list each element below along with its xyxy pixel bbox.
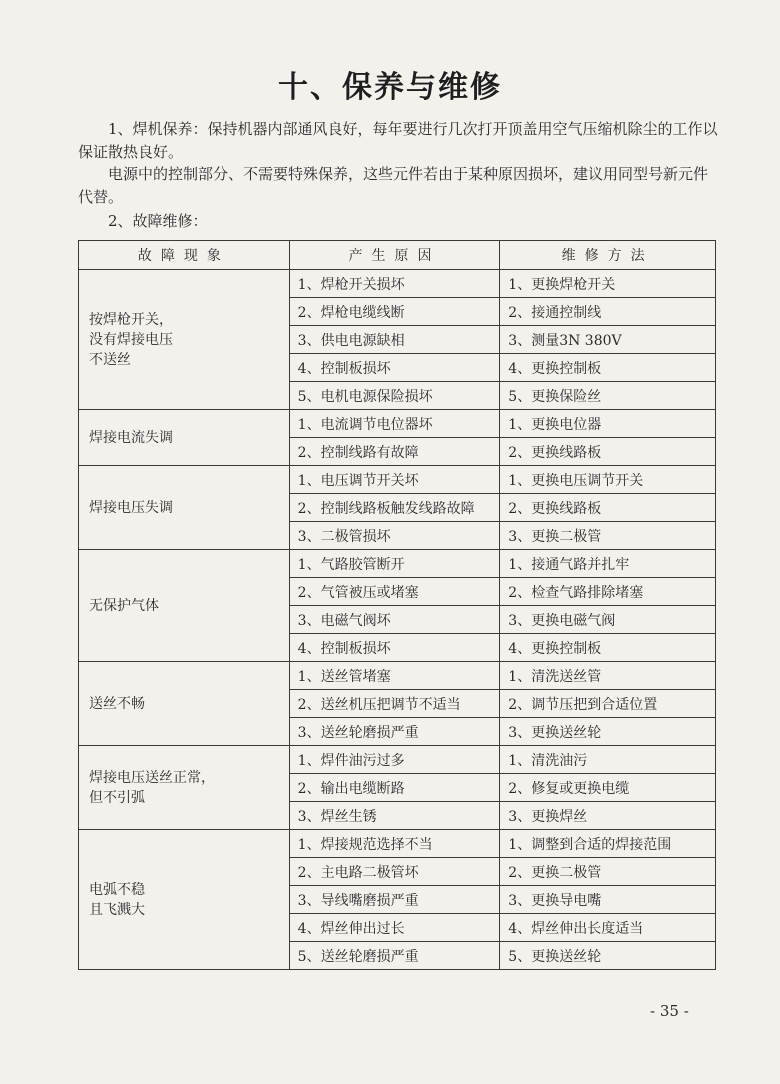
fault-symptom-cell: 焊接电压失调 bbox=[79, 466, 290, 550]
repair-method-cell: 3、更换二极管 bbox=[500, 522, 716, 550]
header-symptom: 故障现象 bbox=[79, 241, 290, 270]
fault-cause-cell: 3、送丝轮磨损严重 bbox=[289, 718, 500, 746]
fault-cause-cell: 3、供电电源缺相 bbox=[289, 326, 500, 354]
fault-symptom-cell: 焊接电压送丝正常， 但不引弧 bbox=[79, 746, 290, 830]
table-row bbox=[79, 410, 716, 438]
table-row bbox=[79, 270, 716, 298]
fault-cause-cell: 4、控制板损坏 bbox=[289, 634, 500, 662]
table-row bbox=[79, 466, 716, 494]
repair-method-cell: 5、更换送丝轮 bbox=[500, 942, 716, 970]
page-number: - 35 - bbox=[650, 1002, 689, 1020]
repair-method-cell: 2、接通控制线 bbox=[500, 298, 716, 326]
repair-method-cell: 2、检查气路排除堵塞 bbox=[500, 578, 716, 606]
fault-table-body bbox=[79, 270, 716, 970]
repair-method-cell: 1、更换电位器 bbox=[500, 410, 716, 438]
table-row bbox=[79, 662, 716, 690]
control-parts-paragraph: 电源中的控制部分、不需要特殊保养，这些元件若由于某种原因损坏，建议用同型号新元件代替。 bbox=[78, 165, 709, 206]
repair-method-cell: 1、清洗油污 bbox=[500, 746, 716, 774]
fault-symptom-cell: 无保护气体 bbox=[79, 550, 290, 662]
repair-method-cell: 1、更换焊枪开关 bbox=[500, 270, 716, 298]
fault-cause-cell: 2、输出电缆断路 bbox=[289, 774, 500, 802]
fault-cause-cell: 5、电机电源保险损坏 bbox=[289, 382, 500, 410]
repair-method-cell: 1、更换电压调节开关 bbox=[500, 466, 716, 494]
repair-method-cell: 2、更换线路板 bbox=[500, 438, 716, 466]
maintenance-paragraph: 1、焊机保养：保持机器内部通风良好，每年要进行几次打开顶盖用空气压缩机除尘的工作以保证散热良好。 bbox=[78, 120, 718, 161]
fault-cause-cell: 2、气管被压或堵塞 bbox=[289, 578, 500, 606]
fault-cause-cell: 2、控制线路有故障 bbox=[289, 438, 500, 466]
fault-cause-cell: 5、送丝轮磨损严重 bbox=[289, 942, 500, 970]
fault-cause-cell: 3、电磁气阀坏 bbox=[289, 606, 500, 634]
table-header-row bbox=[79, 241, 716, 270]
repair-method-cell: 5、更换保险丝 bbox=[500, 382, 716, 410]
fault-cause-cell: 4、焊丝伸出过长 bbox=[289, 914, 500, 942]
fault-cause-cell: 4、控制板损坏 bbox=[289, 354, 500, 382]
fault-cause-cell: 1、电流调节电位器坏 bbox=[289, 410, 500, 438]
fault-table bbox=[78, 240, 716, 970]
repair-method-cell: 1、清洗送丝管 bbox=[500, 662, 716, 690]
repair-method-cell: 1、接通气路并扎牢 bbox=[500, 550, 716, 578]
fault-cause-cell: 1、焊件油污过多 bbox=[289, 746, 500, 774]
repair-method-cell: 4、更换控制板 bbox=[500, 634, 716, 662]
fault-cause-cell: 3、二极管损坏 bbox=[289, 522, 500, 550]
repair-method-cell: 3、更换焊丝 bbox=[500, 802, 716, 830]
fault-cause-cell: 2、主电路二极管坏 bbox=[289, 858, 500, 886]
repair-method-cell: 3、更换导电嘴 bbox=[500, 886, 716, 914]
fault-cause-cell: 3、导线嘴磨损严重 bbox=[289, 886, 500, 914]
fault-cause-cell: 1、焊枪开关损坏 bbox=[289, 270, 500, 298]
fault-cause-cell: 1、焊接规范选择不当 bbox=[289, 830, 500, 858]
table-row bbox=[79, 830, 716, 858]
repair-method-cell: 3、更换电磁气阀 bbox=[500, 606, 716, 634]
fault-symptom-cell: 按焊枪开关， 没有焊接电压 不送丝 bbox=[79, 270, 290, 410]
page-title: 十、保养与维修 bbox=[278, 70, 502, 105]
repair-method-cell: 2、修复或更换电缆 bbox=[500, 774, 716, 802]
table-row bbox=[79, 746, 716, 774]
header-cause: 产生原因 bbox=[289, 241, 500, 270]
repair-method-cell: 2、更换线路板 bbox=[500, 494, 716, 522]
repair-method-cell: 2、更换二极管 bbox=[500, 858, 716, 886]
repair-method-cell: 2、调节压把到合适位置 bbox=[500, 690, 716, 718]
fault-cause-cell: 2、焊枪电缆线断 bbox=[289, 298, 500, 326]
table-row bbox=[79, 550, 716, 578]
fault-symptom-cell: 焊接电流失调 bbox=[79, 410, 290, 466]
header-fix: 维修方法 bbox=[500, 241, 716, 270]
fault-cause-cell: 2、控制线路板触发线路故障 bbox=[289, 494, 500, 522]
repair-method-cell: 3、测量3N 380V bbox=[500, 326, 716, 354]
fault-cause-cell: 3、焊丝生锈 bbox=[289, 802, 500, 830]
repair-method-cell: 4、焊丝伸出长度适当 bbox=[500, 914, 716, 942]
repair-method-cell: 4、更换控制板 bbox=[500, 354, 716, 382]
repair-method-cell: 1、调整到合适的焊接范围 bbox=[500, 830, 716, 858]
fault-symptom-cell: 电弧不稳 且飞溅大 bbox=[79, 830, 290, 970]
fault-cause-cell: 1、气路胶管断开 bbox=[289, 550, 500, 578]
fault-symptom-cell: 送丝不畅 bbox=[79, 662, 290, 746]
fault-repair-heading: 2、故障维修： bbox=[108, 212, 208, 230]
fault-cause-cell: 2、送丝机压把调节不适当 bbox=[289, 690, 500, 718]
fault-cause-cell: 1、送丝管堵塞 bbox=[289, 662, 500, 690]
repair-method-cell: 3、更换送丝轮 bbox=[500, 718, 716, 746]
fault-cause-cell: 1、电压调节开关坏 bbox=[289, 466, 500, 494]
